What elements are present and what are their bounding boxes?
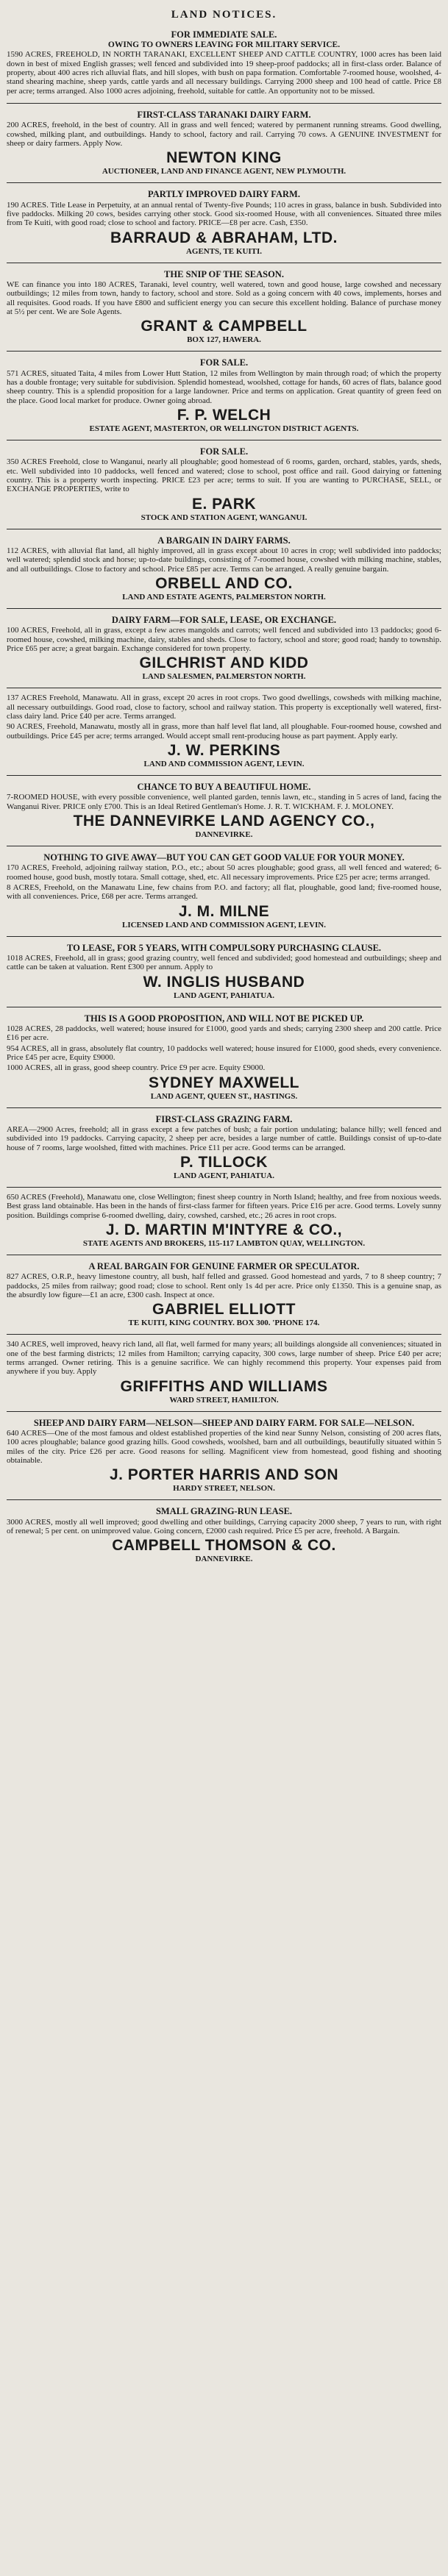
ad-firm-name: W. INGLIS HUSBAND	[143, 973, 305, 991]
ad-firm-note: LAND AND COMMISSION AGENT, LEVIN.	[143, 760, 305, 768]
ad-paragraph: 827 ACRES, O.R.P., heavy limestone country, all bush, half felled and grassed. Good homestead and yards, 7 to 8 sheep country; 7 paddocks, 25 miles from railway; good road; close to school. Rent only 1s 4d per acre. Price only £1350. This is a genuine snap, as the absurdly low figure—£1 an acre, £300 cash. Inspect at once.	[7, 1272, 441, 1300]
ad-paragraph: 1028 ACRES, 28 paddocks, well watered; house insured for £1000, good yards and sheds; carrying 2300 sheep and 200 cattle. Price £16 per acre.	[7, 1024, 441, 1043]
ad-firm-name: F. P. WELCH	[177, 406, 271, 424]
ad-firm-name: NEWTON KING	[166, 149, 282, 167]
ad-title: FIRST-CLASS GRAZING FARM.	[155, 1113, 293, 1124]
ad-block	[7, 265, 441, 349]
ad-divider	[7, 182, 441, 183]
ad-block	[7, 1414, 441, 1498]
ad-divider	[7, 351, 441, 352]
ad-block	[7, 939, 441, 1005]
ad-block	[7, 691, 441, 773]
ads-column	[7, 26, 441, 1568]
ad-block	[7, 26, 441, 101]
ad-block	[7, 443, 441, 527]
ad-firm-name: GRIFFITHS AND WILLIAMS	[120, 1377, 328, 1395]
page-heading: LAND NOTICES.	[171, 9, 277, 21]
ad-paragraph: AREA—2900 Acres, freehold; all in grass except a few patches of bush; a fair portion undulating; balance hilly; well fenced and subdivided into 19 paddocks. Carrying capacity, 2 sheep per acre, besides a large number of cattle. Buildings consist of up-to-date house of 7 rooms, large woolshed, fitted with machines. Price £11 per acre. Good terms can be arranged.	[7, 1125, 441, 1152]
ad-paragraph: 90 ACRES, Freehold, Manawatu, mostly all in grass, more than half level flat land, all ploughable. Four-roomed house, cowshed and outbuildings. Price £45 per acre; terms arranged. Would accept small rent-producing house as part payment. Apply early.	[7, 722, 441, 741]
ad-paragraph: 190 ACRES. Title Lease in Perpetuity, at an annual rental of Twenty-five Pounds; 110 acres in grass, balance in bush. Subdivided into five paddocks. Milking 20 cows, besides carrying other stock. Good six-roomed House, with all conveniences. Situated three miles from Te Kuiti, with good road; close to school and factory. PRICE—£8 per acre. Cash, £350.	[7, 200, 441, 228]
ad-title: A BARGAIN IN DAIRY FARMS.	[157, 535, 291, 546]
ad-block	[7, 1010, 441, 1105]
ad-firm-note: AGENTS, TE KUITI.	[185, 246, 263, 256]
ad-firm-note: HARDY STREET, NELSON.	[173, 1484, 275, 1494]
ad-firm-note: WARD STREET, HAMILTON.	[169, 1395, 279, 1405]
ad-block	[7, 1337, 441, 1408]
ad-firm-name: SYDNEY MAXWELL	[149, 1074, 299, 1091]
ad-title: DAIRY FARM—FOR SALE, LEASE, OR EXCHANGE.	[111, 615, 337, 626]
ad-paragraph: 1000 ACRES, all in grass, good sheep country. Price £9 per acre. Equity £9000.	[7, 1063, 266, 1073]
ad-block	[7, 1190, 441, 1252]
ad-firm-note: LICENSED LAND AND COMMISSION AGENT, LEVIN.	[122, 920, 326, 930]
ad-firm-name: GRANT & CAMPBELL	[141, 318, 307, 335]
ad-firm-name: J. M. MILNE	[178, 902, 270, 920]
ad-firm-name: E. PARK	[191, 495, 257, 513]
ad-title: THE SNIP OF THE SEASON.	[164, 268, 284, 279]
ad-paragraph: WE can finance you into 180 ACRES, Taranaki, level country, well watered, town and good house, large cowshed and necessary outbuildings; 12 miles from town, handy to factory, school and store. Sold as a going concern with 40 cows, implements, horses and all requisites. Good roads. If you have £800 and sufficient energy you can secure this excellent holding. Balance of purchase money at 5½ per cent. We are Sole Agents.	[7, 280, 441, 316]
ad-paragraph: 7-ROOMED HOUSE, with every possible convenience, well planted garden, tennis lawn, etc., standing in 5 acres of land, facing the Wanganui River. PRICE only £700. This is an Ideal Retired Gentleman's Home. J. R. T. WICKHAM. F. J. MOLONEY.	[7, 793, 441, 811]
ad-paragraph: 340 ACRES, well improved, heavy rich land, all flat, well farmed for many years; all buildings alongside all conveniences; situated in one of the best farming districts; 12 miles from Hamilton; carrying capacity, 300 cows, large number of sheep. Price £40 per acre; terms arranged. Owner retiring. This is a genuine sacrifice. We can highly recommend this property. Your expenses paid from anywhere if you buy. Apply	[7, 1340, 441, 1377]
ad-title: OWING TO OWNERS LEAVING FOR MILITARY SERVICE.	[107, 40, 341, 50]
ad-firm-name: GILCHRIST AND KIDD	[139, 654, 309, 672]
ad-firm-note: DANNEVIRKE.	[195, 830, 253, 840]
ad-paragraph: 137 ACRES Freehold, Manawatu. All in grass, except 20 acres in root crops. Two good dwellings, cowsheds with milking machine, all necessary outbuildings. Good road, close to factory, school and railway station. This property is exceptionally well watered, first-class dairy land. Price £40 per acre. Terms arranged.	[7, 693, 441, 721]
ad-firm-note: DANNEVIRKE.	[195, 1555, 253, 1564]
ad-firm-name: J. D. MARTIN M'INTYRE & CO.,	[105, 1221, 343, 1239]
ad-firm-note: LAND SALESMEN, PALMERSTON NORTH.	[142, 672, 306, 682]
ad-paragraph: 1590 ACRES, FREEHOLD, IN NORTH TARANAKI, EXCELLENT SHEEP AND CATTLE COUNTRY, 1000 acres has been laid down in best of mixed English grasses; well fenced and subdivided into 19 sheep-proof paddocks; all in first-class order. Balance of property, about 400 acres rich alluvial flats, and hill slopes, with bush on papa formation. Comfortable 7-roomed house, woolshed, 4-stand shearing machine, sheep yards, cattle yards and all necessary buildings. Carrying 2000 sheep and 100 head of cattle. Price £8 per acre; terms arranged. Also 1000 acres adjoining, freehold, suitable for cattle. An opportunity not to be missed.	[7, 50, 441, 96]
ad-firm-note: LAND AND ESTATE AGENTS, PALMERSTON NORTH.	[122, 593, 326, 602]
ad-title: SHEEP AND DAIRY FARM—NELSON—SHEEP AND DAIRY FARM. FOR SALE—NELSON.	[33, 1417, 415, 1428]
ad-paragraph: 571 ACRES, situated Taita, 4 miles from Lower Hutt Station, 12 miles from Wellington by main through road; of which the property has a double frontage; very suitable for subdivision. Splendid homestead, woolshed, cottage for hands, 60 acres of flats, balance good sheep country. This is a splendid proposition for a large landowner. Price and terms on application. Great quantity of green feed on the place. Good local market for produce. Owner going abroad.	[7, 368, 441, 405]
ad-block	[7, 778, 441, 843]
ad-block	[7, 849, 441, 934]
ad-divider	[7, 1107, 441, 1108]
ad-firm-name: BARRAUD & ABRAHAM, LTD.	[110, 229, 338, 246]
ad-divider	[7, 1334, 441, 1335]
ad-divider	[7, 1411, 441, 1412]
ad-block	[7, 532, 441, 606]
ad-title: PARTLY IMPROVED DAIRY FARM.	[148, 189, 300, 200]
ad-title: FOR SALE.	[199, 357, 249, 368]
ad-firm-name: J. PORTER HARRIS AND SON	[109, 1466, 339, 1484]
ad-paragraph: 1018 ACRES, Freehold, all in grass; good grazing country, well fenced and subdivided; good homestead and outbuildings; sheep and cattle can be taken at valuation. Rent £300 per annum. Apply to	[7, 954, 441, 972]
ad-title: FIRST-CLASS TARANAKI DAIRY FARM.	[137, 109, 311, 120]
ad-divider	[7, 936, 441, 937]
ad-block	[7, 354, 441, 438]
ad-firm-note: LAND AGENT, PAHIATUA.	[174, 991, 274, 1000]
ad-block	[7, 185, 441, 260]
ad-firm-note: LAND AGENT, QUEEN ST., HASTINGS.	[150, 1091, 298, 1101]
ad-title: A REAL BARGAIN FOR GENUINE FARMER OR SPECULATOR.	[88, 1261, 360, 1272]
ad-firm-note: BOX 127, HAWERA.	[187, 335, 261, 345]
newspaper-page	[7, 6, 441, 2564]
ad-firm-note: ESTATE AGENT, MASTERTON, OR WELLINGTON DISTRICT AGENTS.	[89, 424, 359, 433]
ad-paragraph: 954 ACRES, all in grass, absolutely flat country, 10 paddocks well watered; house insured for £1000, good sheds, every convenience. Price £45 per acre, Equity £9000.	[7, 1043, 441, 1063]
ad-divider	[7, 1499, 441, 1500]
ad-block	[7, 106, 441, 180]
ad-firm-note: TE KUITI, KING COUNTRY. BOX 300. 'PHONE 174.	[128, 1319, 320, 1328]
ad-block	[7, 1257, 441, 1332]
ad-firm-note: LAND AGENT, PAHIATUA.	[174, 1171, 274, 1181]
ad-firm-name: GABRIEL ELLIOTT	[152, 1301, 296, 1319]
ad-title: NOTHING TO GIVE AWAY—BUT YOU CAN GET GOOD VALUE FOR YOUR MONEY.	[43, 852, 405, 863]
ad-title: FOR IMMEDIATE SALE.	[171, 29, 277, 40]
ad-paragraph: 100 ACRES, Freehold, all in grass, except a few acres mangolds and carrots; well fenced and subdivided into 13 paddocks; good 6-roomed house, cowshed, milking machine, dairy, stables and sheds. Close to factory, school and store; good road; handy to township. Price £65 per acre; a great bargain. Exchange considered for town property.	[7, 626, 441, 654]
ad-firm-name: CAMPBELL THOMSON & CO.	[112, 1537, 336, 1555]
ad-title: CHANCE TO BUY A BEAUTIFUL HOME.	[137, 782, 311, 792]
ad-firm-name: THE DANNEVIRKE LAND AGENCY CO.,	[73, 813, 375, 829]
ad-divider	[7, 608, 441, 609]
ad-block	[7, 1502, 441, 1568]
ad-block	[7, 611, 441, 685]
ad-divider	[7, 775, 441, 776]
ad-paragraph: 3000 ACRES, mostly all well improved; good dwelling and other buildings, Carrying capacity 2000 sheep, 7 years to run, with right of renewal; 5 per cent. on unimproved value. Going concern, £2000 cash required. Price £5 per acre, freehold. A Bargain.	[7, 1517, 441, 1536]
ad-firm-note: AUCTIONEER, LAND AND FINANCE AGENT, NEW PLYMOUTH.	[102, 167, 346, 176]
ad-title: TO LEASE, FOR 5 YEARS, WITH COMPULSORY PURCHASING CLAUSE.	[66, 942, 382, 953]
ad-firm-note: STATE AGENTS AND BROKERS, 115-117 LAMBTON QUAY, WELLINGTON.	[82, 1239, 366, 1249]
ad-paragraph: 8 ACRES, Freehold, on the Manawatu Line, few chains from P.O. and factory; all flat, ploughable, good land; five-roomed house, with all conveniences. Price, £68 per acre. Terms arranged.	[7, 883, 441, 902]
ad-block	[7, 1110, 441, 1185]
ad-divider	[7, 103, 441, 104]
ad-paragraph: 640 ACRES—One of the most famous and oldest established properties of the kind near Sunny Nelson, consisting of 200 acres flats, 100 acres ploughable; balance good grazing hills. Good cowsheds, woolshed, barn and all outbuildings, beautifully situated within 5 miles of the city. Price £26 per acre. Good reasons for selling. Magnificent view from homestead, good fishing and shooting obtainable.	[7, 1429, 441, 1466]
ad-firm-name: J. W. PERKINS	[167, 741, 281, 759]
ad-paragraph: 170 ACRES, Freehold, adjoining railway station, P.O., etc.; about 50 acres ploughable; good grass, all well fenced and watered; 6-roomed house, good bush, mostly totara. Small cottage, shed, etc. All necessary improvements. Price £25 per acre; terms arranged.	[7, 863, 441, 882]
ad-paragraph: 112 ACRES, with alluvial flat land, all highly improved, all in grass except about 10 acres in crop; well subdivided into paddocks; well watered; splendid stock and horse; up-to-date buildings, consisting of 7-roomed house, cowshed with milking machine, stables, and all outbuildings. Close to factory and school. Price £85 per acre. Terms can be arranged. A really genuine bargain.	[7, 546, 441, 574]
ad-title: FOR SALE.	[199, 446, 249, 457]
ad-firm-name: ORBELL AND CO.	[155, 574, 293, 592]
ad-title: THIS IS A GOOD PROPOSITION, AND WILL NOT BE PICKED UP.	[84, 1013, 364, 1024]
ad-paragraph: 200 ACRES, freehold, in the best of country. All in grass and well fenced; watered by permanent running streams. Good dwelling, cowshed, milking plant, and outbuildings. Handy to school, factory and rail. Carrying 70 cows. A GENUINE INVESTMENT for sheep or dairy farmers. Apply Now.	[7, 121, 441, 148]
ad-firm-name: P. TILLOCK	[180, 1154, 268, 1171]
ad-firm-note: STOCK AND STATION AGENT, WANGANUI.	[141, 513, 307, 522]
ad-divider	[7, 1187, 441, 1188]
ad-title: SMALL GRAZING-RUN LEASE.	[155, 1506, 293, 1517]
ad-paragraph: 650 ACRES (Freehold), Manawatu one, close Wellington; finest sheep country in North Island; healthy, and free from noxious weeds. Best grass land obtainable. Has been in the hands of first-class farmer for fifteen years. Price £16 per acre. Good terms. Lovely sunny position. Buildings comprise 6-roomed dwelling, dairy, cowshed, carshed, etc.; 26 acres in root crops.	[7, 1193, 441, 1220]
ad-paragraph: 350 ACRES Freehold, close to Wanganui, nearly all ploughable; good homestead of 6 rooms, garden, orchard, stables, yards, sheds, etc. Well subdivided into 10 paddocks, well fenced and watered; close to school, post office and rail. Good dairying or fattening country. This is a property worth inspecting. PRICE £23 per acre; terms to suit. If you are wanting to PURCHASE, SELL, or EXCHANGE PROPERTIES, write to	[7, 457, 441, 494]
